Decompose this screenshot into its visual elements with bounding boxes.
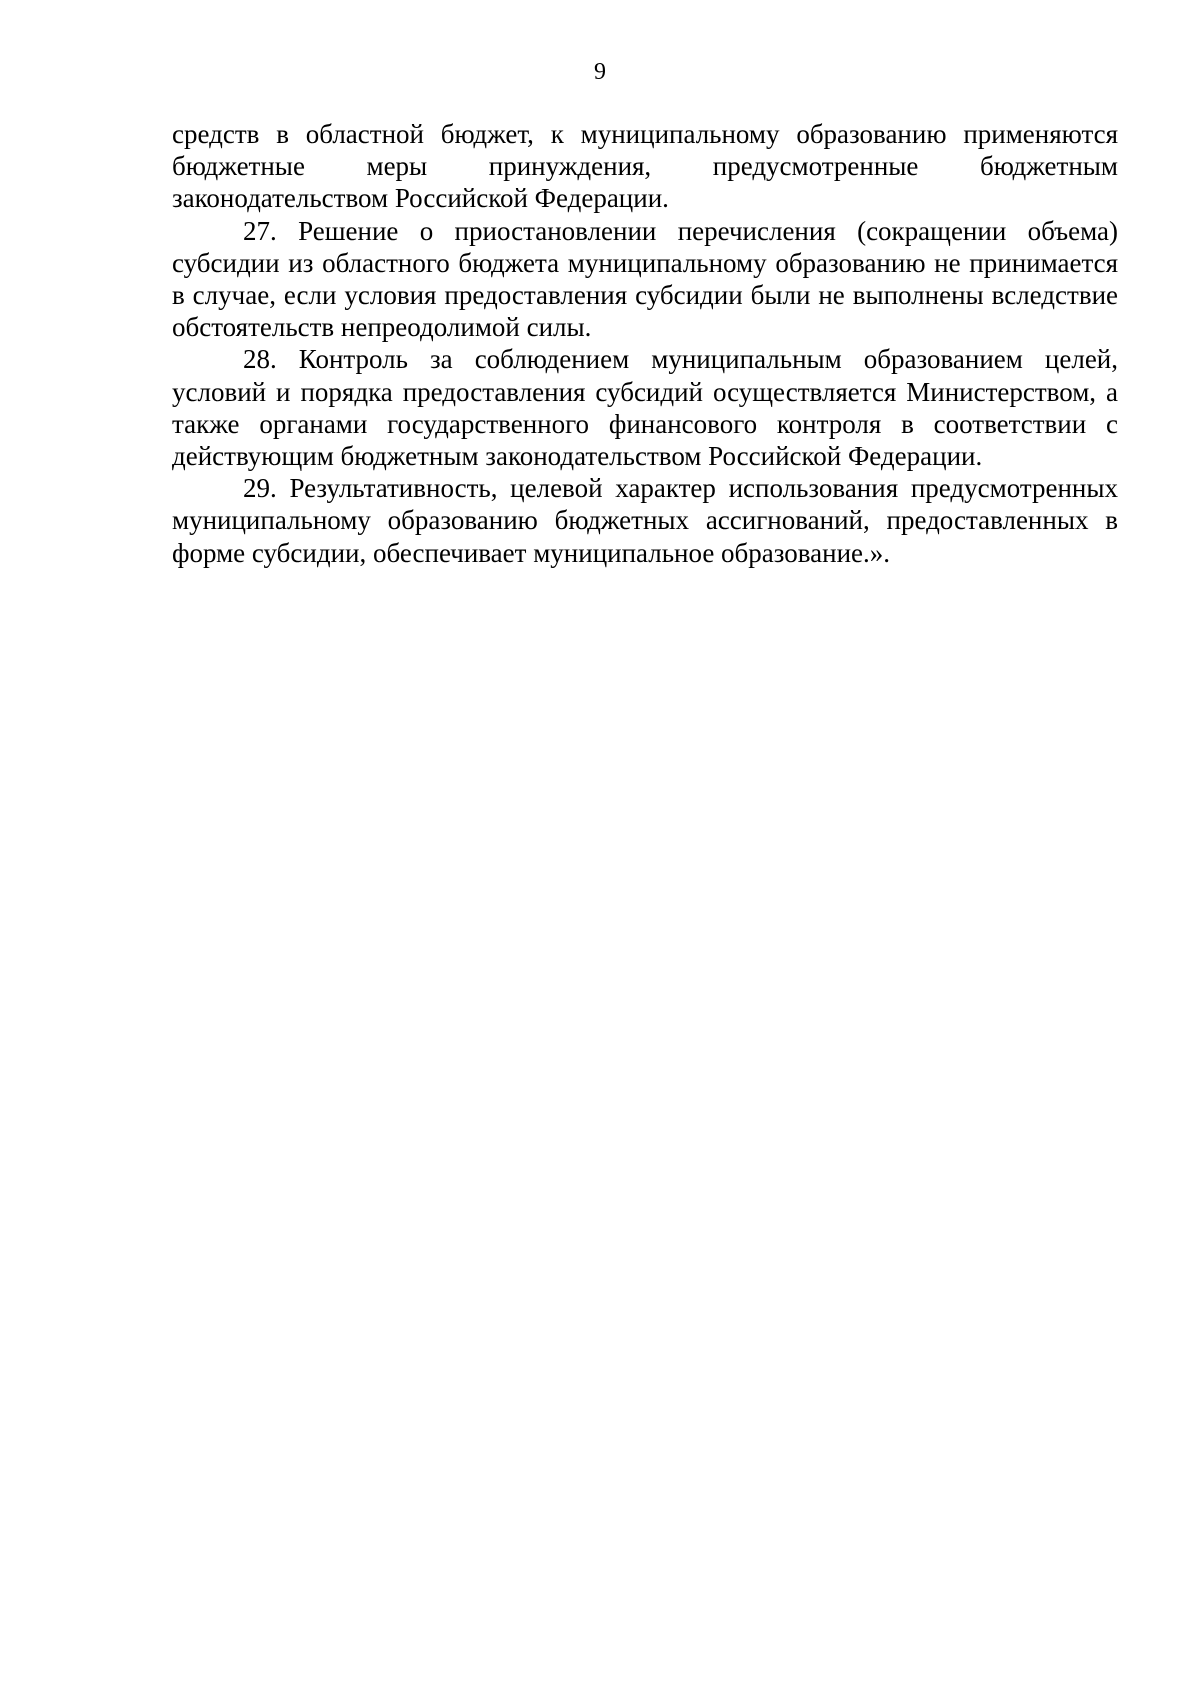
document-body xyxy=(172,118,1118,569)
paragraph-27: 27. Решение о приостановлении перечисления (сокращении объема) субсидии из областного бюджета муниципальному образованию не принимается в случае, если условия предоставления субсидии были не выполнены вследствие обстоятельств непреодолимой силы. xyxy=(172,215,1118,343)
paragraph-28: 28. Контроль за соблюдением муниципальным образованием целей, условий и порядка предоставления субсидий осуществляется Министерством, а также органами государственного финансового контроля в соответствии с действующим бюджетным законодательством Российской Федерации. xyxy=(172,344,1118,472)
paragraph-continuation: средств в областной бюджет, к муниципальному образованию применяются бюджетные меры принуждения, предусмотренные бюджетным законодательством Российской Федерации. xyxy=(172,119,1118,214)
page-number: 9 xyxy=(594,59,606,85)
paragraph-29: 29. Результативность, целевой характер использования предусмотренных муниципальному образованию бюджетных ассигнований, предоставленных в форме субсидии, обеспечивает муниципальное образование.». xyxy=(172,473,1118,568)
